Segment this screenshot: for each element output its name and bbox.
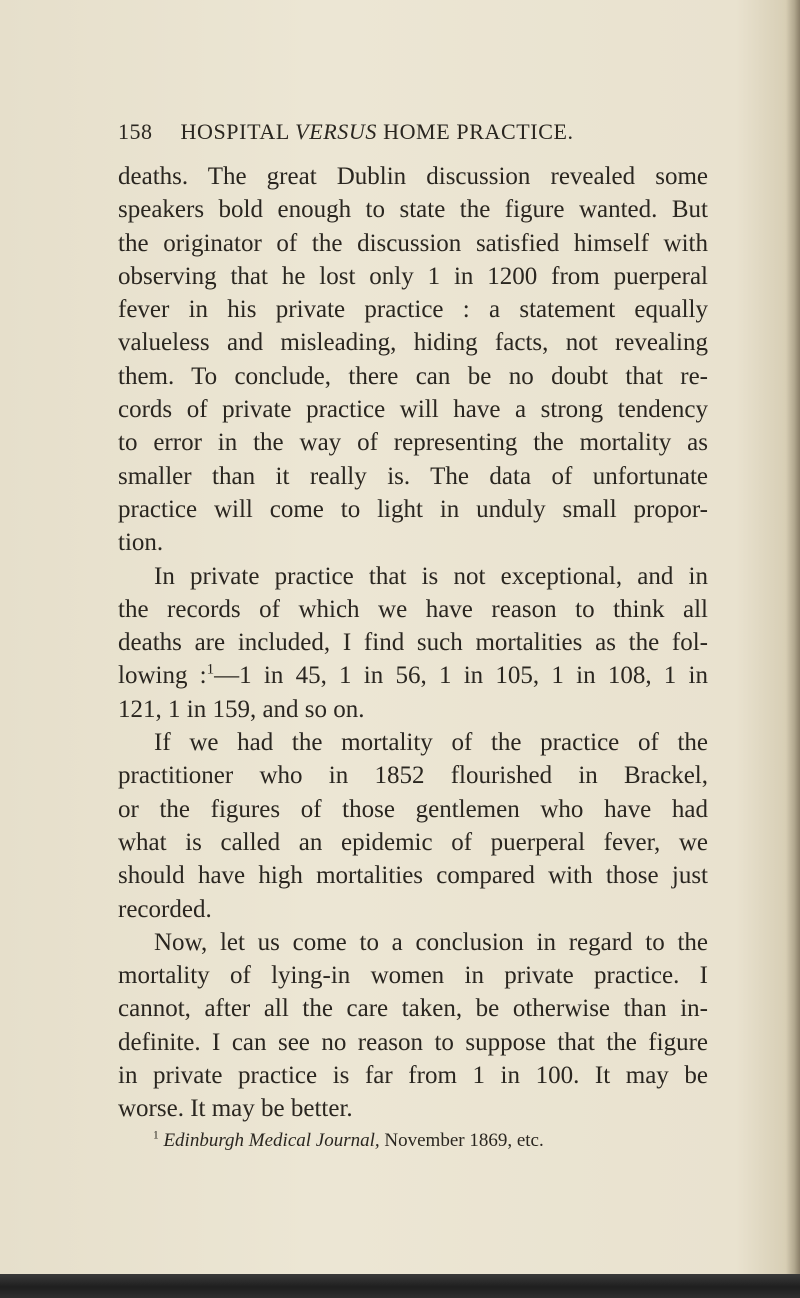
text-line: them. To conclude, there can be no doubt that re-: [118, 362, 708, 390]
text-line: what is called an epidemic of puerperal fever, we: [118, 828, 708, 856]
text-line: cords of private practice will have a strong tendency: [118, 396, 708, 424]
footnote-ref: 1: [206, 662, 215, 679]
text-line: should have high mortalities compared with those just: [118, 862, 708, 890]
text-line: observing that he lost only 1 in 1200 from puerperal: [118, 262, 708, 290]
text-line: tion.: [118, 529, 164, 557]
text-line: to error in the way of representing the mortality as: [118, 429, 708, 457]
text-line: the records of which we have reason to think all: [118, 595, 708, 623]
text-line: practice will come to light in unduly small propor-: [118, 495, 708, 523]
footnote-marker: 1: [153, 1129, 159, 1142]
text-line: fever in his private practice : a statement equally: [118, 296, 708, 324]
scan-bottom-edge: [0, 1274, 800, 1298]
text-line: in private practice is far from 1 in 100. It may be: [118, 1062, 708, 1090]
text-line: smaller than it really is. The data of unfortunate: [118, 462, 708, 490]
text-line: If we had the mortality of the practice of the: [154, 729, 708, 757]
page-number: 158: [118, 119, 153, 144]
text-line: recorded.: [118, 895, 212, 923]
text-line: Now, let us come to a conclusion in regard to the: [154, 928, 708, 956]
text-line: definite. I can see no reason to suppose that the figure: [118, 1028, 708, 1056]
text-line: speakers bold enough to state the figure wanted. But: [118, 196, 708, 224]
text-line: practitioner who in 1852 flourished in Brackel,: [118, 762, 708, 790]
text-span: —1 in 45, 1 in 56, 1 in 105, 1 in 108, 1 in: [214, 662, 708, 690]
footnote: [153, 1130, 693, 1152]
text-line: valueless and misleading, hiding facts, not revealing: [118, 329, 708, 357]
footnote-text: November 1869, etc.: [379, 1130, 544, 1151]
body-text: [118, 160, 708, 1126]
text-line: or the figures of those gentlemen who have had: [118, 795, 708, 823]
text-span: lowing :: [118, 662, 207, 690]
text-line: cannot, after all the care taken, be otherwise than in-: [118, 995, 708, 1023]
text-line: deaths. The great Dublin discussion revealed some: [118, 163, 708, 190]
page-edge-shadow: [786, 0, 800, 1298]
running-title-italic: VERSUS: [295, 119, 377, 144]
running-title: [181, 119, 574, 144]
running-header: [118, 119, 678, 145]
text-line: 121, 1 in 159, and so on.: [118, 695, 365, 723]
text-line: the originator of the discussion satisfied himself with: [118, 229, 708, 257]
text-line: [118, 659, 708, 692]
running-title-part2: HOME PRACTICE.: [376, 119, 574, 144]
text-line: worse. It may be better.: [118, 1095, 353, 1123]
text-line: deaths are included, I find such mortalities as the fol-: [118, 629, 708, 657]
text-line: In private practice that is not exceptional, and in: [154, 562, 708, 590]
running-title-part1: HOSPITAL: [180, 119, 296, 144]
text-line: mortality of lying-in women in private practice. I: [118, 962, 708, 990]
footnote-source: Edinburgh Medical Journal,: [163, 1130, 380, 1151]
